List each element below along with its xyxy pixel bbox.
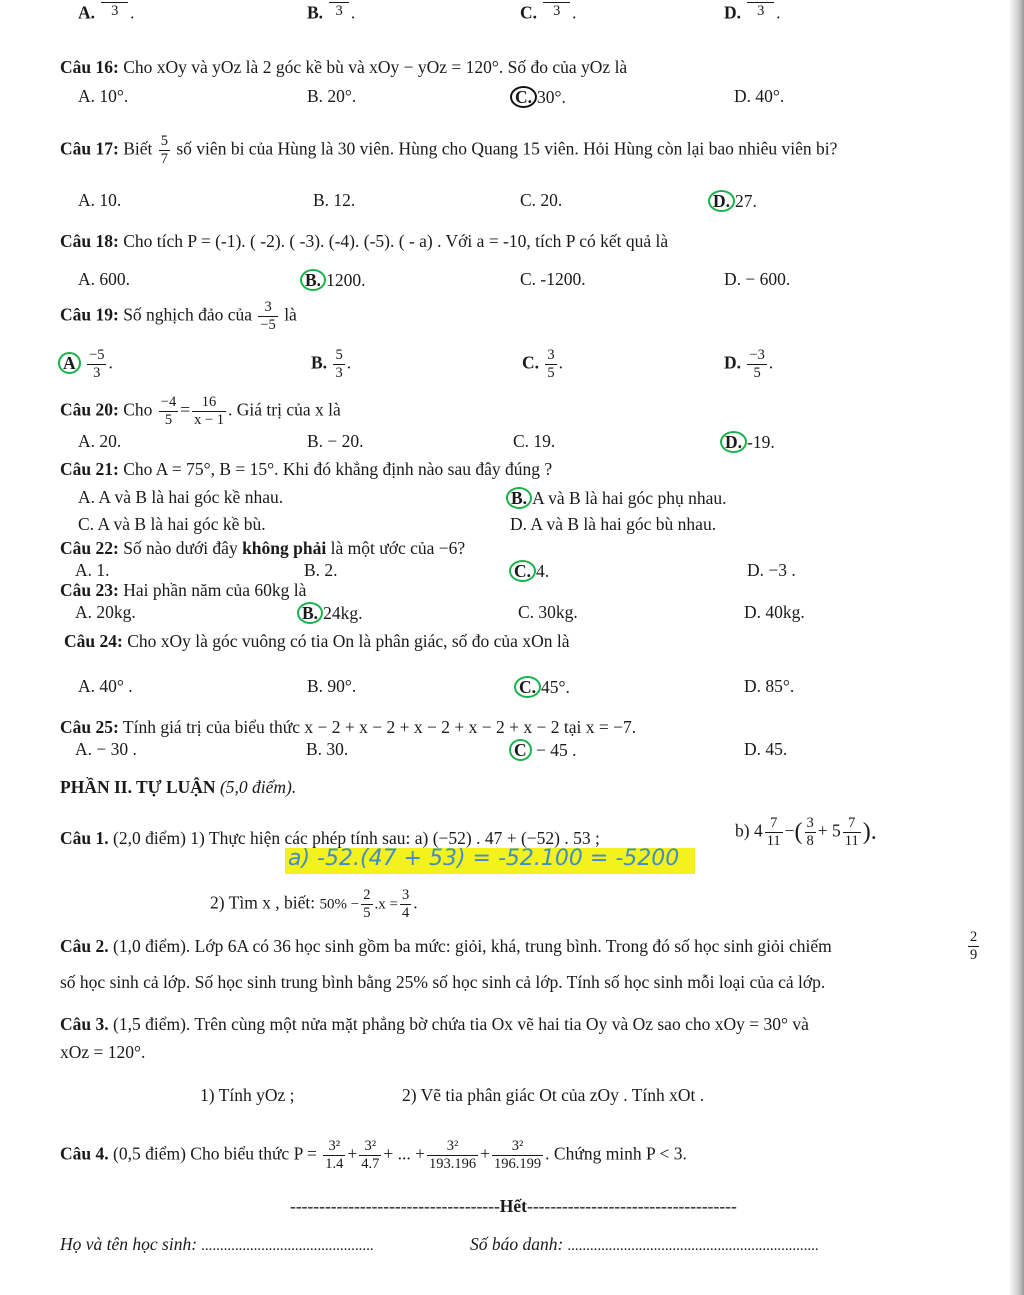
answer-circle: A [58, 352, 81, 374]
q19-option-d: D. $\frac{-3}{5}$ . [724, 347, 774, 382]
essay3-line2: xOz = 120°. [60, 1042, 146, 1062]
q20-option-a: A. 20. [78, 431, 122, 451]
essay1-find-x: 2) Tìm x , biết: 50% − $\frac{2}{5}$ .x = $\frac{3}{4}$ . [210, 887, 418, 922]
essay-question-4: Câu 4. (0,5 điểm) Cho biểu thức P = $\frac{\text{3²}}{1.4}$ + $\frac{\text{3²}}{4.7}$ + ... + $\frac{\text{3²}}{193.196}$ + $\frac{\text{3²}}{196.199}$ . Chứng minh P < 3. [60, 1138, 687, 1173]
q17-option-d: D. 27. [712, 190, 757, 212]
question-25: Câu 25: Tính giá trị của biểu thức x − 2 + x − 2 + x − 2 + x − 2 + x − 2 tại x = −7. [60, 717, 637, 737]
handwritten-answer: a) -52.(47 + 53) = -52.100 = -5200 [288, 846, 680, 871]
q22-option-c: C. 4. [513, 560, 549, 582]
essay2-line2: số học sinh cả lớp. Số học sinh trung bình bằng 25% số học sinh cả lớp. Tính số học sinh mỗi loại của cả lớp. [60, 972, 826, 992]
q15-option-d: D. 3 . [724, 0, 780, 31]
essay-question-3: Câu 3. (1,5 điểm). Trên cùng một nửa mặt phẳng bờ chứa tia Ox vẽ hai tia Oy và Oz sao cho xOy = 30° và [60, 1014, 809, 1034]
q21-option-c: C. A và B là hai góc kề bù. [78, 514, 266, 534]
essay-question-1: Câu 1. (2,0 điểm) 1) Thực hiện các phép tính sau: a) (−52) . 47 + (−52) . 53 ; b) 4 $\frac{7}{11}$ −( $\frac{3}{8}$ + 5 $\frac{7}{11}$ ). [60, 815, 877, 850]
q25-options [0, 739, 1010, 773]
q20-option-d: D. -19. [724, 431, 775, 453]
q25-option-d: D. 45. [744, 739, 788, 759]
q18-options [0, 269, 1010, 303]
essay-question-2: Câu 2. (1,0 điểm). Lớp 6A có 36 học sinh gồm ba mức: giỏi, khá, trung bình. Trong đó số học sinh giỏi chiếm $\frac{2}{9}$ [60, 929, 978, 964]
q19-option-b: B. $\frac{5}{3}$ . [311, 347, 352, 382]
q17-option-c: C. 20. [520, 190, 563, 210]
q15-option-b: B. 3 . [307, 0, 355, 31]
question-20: Câu 20: Cho $\frac{-4}{5}$ = $\frac{16}{x - 1}$ . Giá trị của x là [60, 394, 341, 429]
answer-circle: D. [720, 431, 747, 453]
q24-option-c: C. 45°. [518, 676, 570, 698]
q15-option-a: A. 3 . [78, 0, 134, 31]
q23-option-d: D. 40kg. [744, 602, 805, 622]
q19-option-c: C. $\frac{3}{5}$ . [522, 347, 564, 382]
q24-option-d: D. 85°. [744, 676, 795, 696]
question-24: Câu 24: Cho xOy là góc vuông có tia On là phân giác, số đo của xOn là [64, 631, 570, 651]
answer-circle: B. [506, 487, 532, 509]
q18-option-a: A. 600. [78, 269, 131, 289]
q21-option-d: D. A và B là hai góc bù nhau. [510, 514, 717, 534]
question-21: Câu 21: Cho A = 75°, B = 15°. Khi đó khẳng định nào sau đây đúng ? [60, 459, 553, 479]
q17-option-a: A. 10. [78, 190, 122, 210]
question-18: Câu 18: Cho tích P = (-1). ( -2). ( -3). (-4). (-5). ( - a) . Với a = -10, tích P có kết quả là [60, 231, 669, 251]
q16-options [0, 86, 1010, 120]
answer-circle: C. [510, 86, 537, 108]
q16-option-a: A. 10°. [78, 86, 129, 106]
answer-circle: C. [509, 560, 536, 582]
question-23: Câu 23: Hai phần năm của 60kg là [60, 580, 307, 600]
q25-option-c: C − 45 . [513, 739, 577, 761]
q20-option-b: B. − 20. [307, 431, 364, 451]
essay3-parts: 1) Tính yOz ; 2) Vẽ tia phân giác Ot của zOy . Tính xOt . [200, 1085, 705, 1105]
q19-option-a: A $\frac{-5}{3}$ . [62, 348, 113, 381]
q16-option-c: C. 30°. [514, 86, 566, 108]
page-edge-shadow [1010, 0, 1024, 1295]
q16-option-b: B. 20°. [307, 86, 357, 106]
essay1-part-b: b) 4 $\frac{7}{11}$ −( $\frac{3}{8}$ + 5 $\frac{7}{11}$ ). [735, 815, 877, 850]
q21-option-a: A. A và B là hai góc kề nhau. [78, 487, 284, 507]
q17-option-b: B. 12. [313, 190, 356, 210]
question-17: Câu 17: Biết $\frac{5}{7}$ số viên bi của Hùng là 30 viên. Hùng cho Quang 15 viên. Hỏi Hùng còn lại bao nhiêu viên bi? [60, 133, 838, 168]
q24-option-a: A. 40° . [78, 676, 133, 696]
q24-option-b: B. 90°. [307, 676, 357, 696]
answer-circle: C [509, 739, 532, 761]
q16-option-d: D. 40°. [734, 86, 785, 106]
q19-options [0, 348, 1010, 382]
question-19: Câu 19: Số nghịch đảo của $\frac{3}{-5}$ là [60, 299, 297, 334]
answer-circle: C. [514, 676, 541, 698]
q23-option-a: A. 20kg. [75, 602, 136, 622]
answer-circle: B. [297, 602, 323, 624]
q18-option-b: B. 1200. [304, 269, 365, 291]
q18-option-c: C. -1200. [520, 269, 586, 289]
q23-option-c: C. 30kg. [518, 602, 578, 622]
q25-option-b: B. 30. [306, 739, 349, 759]
q23-option-b: B. 24kg. [301, 602, 362, 624]
q22-option-a: A. 1. [75, 560, 110, 580]
q15-option-c: C. 3 . [520, 0, 576, 31]
answer-circle: B. [300, 269, 326, 291]
answer-circle: D. [708, 190, 735, 212]
q15-options [0, 0, 1010, 34]
q25-option-a: A. − 30 . [75, 739, 137, 759]
q21-option-b: B. A và B là hai góc phụ nhau. [510, 487, 726, 509]
q18-option-d: D. − 600. [724, 269, 791, 289]
student-info-line: Họ và tên học sinh: .............................................. Số báo danh: ................................................................... [60, 1234, 819, 1254]
end-marker: ------------------------------------Hết------------------------------------ [290, 1196, 737, 1216]
part2-heading: PHẦN II. TỰ LUẬN (5,0 điểm). [60, 777, 297, 797]
q24-options [0, 676, 1010, 710]
question-22: Câu 22: Số nào dưới đây không phải là một ước của −6? [60, 538, 466, 558]
q20-option-c: C. 19. [513, 431, 556, 451]
question-16: Câu 16: Cho xOy và yOz là 2 góc kề bù và xOy − yOz = 120°. Số đo của yOz là [60, 57, 628, 77]
q22-option-b: B. 2. [304, 560, 338, 580]
q17-options [0, 190, 1010, 224]
q22-option-d: D. −3 . [747, 560, 796, 580]
